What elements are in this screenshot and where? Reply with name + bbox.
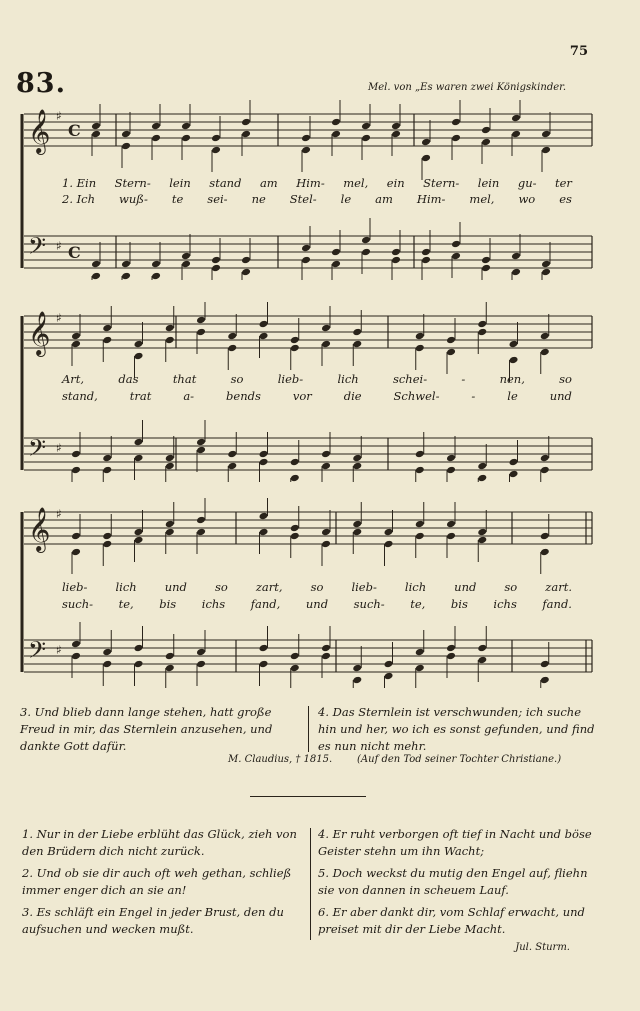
lyric-syllable: zart. [545, 580, 572, 594]
note-head [71, 332, 81, 341]
note-head [91, 272, 101, 280]
verse-3: 3. Und blieb dann lange stehen, hatt große Freud in mir, das Sternlein anzusehen, und dankte Gott dafür. [20, 705, 273, 753]
lyric-syllable: und [305, 597, 329, 611]
note-head [391, 256, 401, 265]
note-head [321, 462, 331, 471]
note-head [391, 130, 401, 139]
lyric-syllable: - [471, 389, 476, 403]
note-head [71, 340, 81, 349]
melody-note: Mel. von „Es waren zwei Königskinder. [367, 82, 566, 93]
lyric-syllable: wuß- [119, 192, 148, 206]
note-head [241, 268, 251, 277]
note-head [290, 524, 300, 533]
note-head [331, 118, 341, 127]
lyric-syllable: such- [353, 597, 385, 611]
note-head [451, 240, 461, 249]
lyric-syllable: mel, [343, 176, 369, 190]
lyric-syllable: lieb- [277, 372, 304, 386]
note-head [352, 462, 362, 471]
lyric-syllable: trat [129, 389, 152, 403]
note-head [241, 256, 251, 265]
note-head [102, 336, 112, 345]
note-head [151, 260, 161, 269]
note-head [541, 268, 551, 277]
treble-clef: 𝄞 [28, 311, 51, 355]
note-head [227, 450, 237, 459]
note-head [134, 352, 144, 361]
note-head [331, 130, 341, 139]
poem-verse-2: 2. Und ob sie dir auch oft weh gethan, schließ immer enger dich an sie an! [22, 866, 292, 897]
lyric-syllable: ein [386, 176, 405, 190]
note-head [227, 344, 237, 353]
note-head [290, 652, 300, 661]
note-head [321, 652, 331, 661]
lyric-syllable: wo [518, 192, 536, 206]
note-head [102, 660, 112, 669]
lyric-syllable: ichs [493, 597, 517, 611]
lyric-syllable: so [559, 372, 572, 386]
note-head [361, 134, 371, 143]
note-head [477, 328, 487, 337]
note-head [134, 454, 144, 463]
note-head [196, 660, 206, 669]
note-head [352, 664, 362, 673]
note-head [509, 470, 519, 479]
note-head [151, 122, 161, 131]
note-head [227, 332, 237, 341]
note-head [384, 672, 394, 681]
note-head [290, 532, 300, 541]
lyric-syllable: so [230, 372, 244, 386]
note-head [446, 336, 456, 345]
note-head [540, 660, 550, 669]
lyric-syllable: te, [118, 597, 134, 611]
note-head [301, 134, 311, 143]
note-head [121, 142, 131, 151]
lyric-syllable: te, [410, 597, 426, 611]
note-head [321, 450, 331, 459]
note-head [541, 130, 551, 139]
lyric-syllable: ne [251, 192, 266, 206]
note-head [477, 644, 487, 653]
note-head [509, 340, 519, 349]
poem-verse-1: 1. Nur in der Liebe erblüht das Glück, zieh von den Brüdern dich nicht zurück. [22, 827, 297, 858]
note-head [477, 656, 487, 665]
note-head [165, 664, 175, 673]
note-head [477, 474, 487, 482]
hymn-number: 83. [16, 68, 66, 99]
poem-verse-4: 4. Er ruht verborgen oft tief in Nacht und böse Geister stehn um ihn Wacht; [318, 827, 592, 858]
note-head [290, 336, 300, 345]
lyric-syllable: so [214, 580, 228, 594]
lyric-syllable: das [118, 372, 139, 386]
lyric-syllable: die [343, 389, 362, 403]
bass-staff [24, 434, 592, 470]
note-head [415, 664, 425, 673]
note-head [352, 340, 362, 349]
note-head [384, 660, 394, 669]
note-head [165, 528, 175, 537]
column-divider [308, 706, 309, 752]
note-head [481, 126, 491, 135]
poem-verse-6: 6. Er aber dankt dir, vom Schlaf erwacht, und preiset mit dir der Liebe Macht. [318, 905, 585, 936]
key-signature: ♯ [56, 311, 62, 325]
note-head [415, 532, 425, 541]
note-head [446, 348, 456, 357]
note-head [165, 324, 175, 333]
lyric-syllable: Him- [416, 192, 446, 206]
note-head [415, 344, 425, 353]
note-head [211, 146, 221, 155]
note-head [259, 528, 269, 537]
lyric-syllable: 2. Ich [62, 192, 96, 206]
note-head [451, 134, 461, 143]
note-head [196, 328, 206, 337]
lyric-syllable: such- [62, 597, 94, 611]
note-head [481, 138, 491, 147]
verse-4: 4. Das Sternlein ist verschwunden; ich suche hin und her, wo ich es sonst gefunden, und find es nun nicht mehr. [318, 705, 595, 753]
lyric-syllable: fand, [250, 597, 281, 611]
key-signature: ♯ [56, 109, 62, 123]
lyric-syllable: sei- [207, 192, 228, 206]
poem-verse-3: 3. Es schläft ein Engel in jeder Brust, den du aufsuchen und wecken mußt. [22, 905, 284, 936]
lyric-line-1 [62, 580, 572, 594]
note-head [352, 454, 362, 463]
note-head [321, 644, 331, 653]
note-head [446, 466, 456, 475]
note-head [321, 528, 331, 537]
lyric-line-2 [62, 597, 572, 611]
note-head [331, 260, 341, 269]
lyric-syllable: te [171, 192, 184, 206]
lyric-syllable: lein [477, 176, 500, 190]
note-head [415, 466, 425, 475]
note-head [477, 536, 487, 545]
note-head [384, 528, 394, 537]
note-head [165, 520, 175, 529]
lyric-syllable: und [549, 389, 572, 403]
note-head [540, 348, 550, 357]
lyric-syllable: fand. [542, 597, 572, 611]
note-head [259, 644, 269, 653]
note-head [509, 458, 519, 467]
note-head [415, 332, 425, 341]
note-head [540, 454, 550, 463]
note-head [102, 454, 112, 463]
note-head [446, 532, 456, 541]
note-head [259, 660, 269, 669]
note-head [102, 648, 112, 657]
music-system-1 [16, 100, 596, 280]
author-credit: M. Claudius, † 1815. [228, 754, 333, 765]
note-head [421, 154, 431, 163]
notes-layer [22, 100, 592, 280]
note-head [71, 548, 81, 557]
note-head [477, 462, 487, 471]
lyric-syllable: so [504, 580, 518, 594]
lyric-syllable: am [259, 176, 278, 190]
note-head [421, 248, 431, 257]
note-head [121, 260, 131, 269]
lyric-line-2 [62, 389, 572, 403]
note-head [71, 450, 81, 459]
note-head [540, 676, 550, 685]
lyric-syllable: lieb- [351, 580, 377, 594]
dedication-note: (Auf den Tod seiner Tochter Christiane.) [357, 754, 562, 765]
note-head [196, 438, 206, 447]
note-head [196, 516, 206, 525]
section-divider [250, 796, 366, 797]
poem-left-column [22, 826, 302, 938]
note-head [71, 532, 81, 541]
note-head [361, 122, 371, 131]
note-head [91, 122, 101, 131]
note-head [165, 462, 175, 471]
column-divider [310, 828, 311, 940]
lyric-syllable: that [172, 372, 197, 386]
lyric-syllable: Him- [296, 176, 325, 190]
note-head [509, 356, 519, 365]
note-head [91, 130, 101, 139]
note-head [321, 324, 331, 333]
note-head [241, 118, 251, 127]
lyric-syllable: bends [226, 389, 261, 403]
note-head [421, 256, 431, 265]
note-head [446, 652, 456, 661]
note-head [451, 118, 461, 127]
lyric-syllable: vor [292, 389, 312, 403]
lyric-syllable: bis [450, 597, 468, 611]
note-head [421, 138, 431, 147]
time-signature: C [68, 121, 81, 140]
note-head [290, 458, 300, 467]
poem-author: Jul. Sturm. [515, 942, 570, 953]
lyric-syllable: a- [183, 389, 195, 403]
note-head [511, 130, 521, 139]
note-head [352, 528, 362, 537]
note-head [446, 644, 456, 653]
lyric-syllable: 1. Ein [62, 176, 97, 190]
note-head [211, 256, 221, 265]
lyric-line-2 [62, 192, 572, 206]
note-head [540, 332, 550, 341]
note-head [477, 320, 487, 329]
note-head [102, 466, 112, 475]
key-signature: ♯ [56, 239, 62, 253]
lyric-syllable: le [340, 192, 352, 206]
lyric-syllable: lein [169, 176, 191, 190]
note-head [331, 248, 341, 257]
note-head [321, 540, 331, 549]
note-head [352, 520, 362, 529]
note-head [511, 114, 521, 123]
note-head [301, 146, 311, 155]
note-head [151, 134, 161, 143]
note-head [361, 248, 371, 257]
lyric-syllable: stand, [62, 389, 98, 403]
treble-staff [24, 311, 592, 357]
note-head [259, 512, 269, 521]
note-head [511, 268, 521, 277]
note-head [540, 548, 550, 557]
note-head [541, 146, 551, 155]
note-head [481, 264, 491, 273]
lyric-syllable: stand [209, 176, 242, 190]
note-head [196, 316, 206, 325]
note-head [290, 344, 300, 353]
note-head [181, 260, 191, 269]
lyric-line-1 [62, 176, 572, 190]
note-head [290, 664, 300, 673]
lyric-syllable: Schwel- [393, 389, 440, 403]
note-head [102, 324, 112, 333]
note-head [134, 528, 144, 537]
note-head [134, 644, 144, 653]
note-head [511, 252, 521, 261]
note-head [259, 320, 269, 329]
lyric-syllable: schei- [392, 372, 428, 386]
note-head [415, 520, 425, 529]
lyric-syllable: gu- [517, 176, 537, 190]
lyric-syllable: lieb- [62, 580, 88, 594]
note-head [540, 466, 550, 475]
lyric-syllable: Stel- [289, 192, 317, 206]
bass-clef: 𝄢 [28, 232, 47, 265]
lyric-syllable: lich [115, 580, 137, 594]
note-head [102, 532, 112, 541]
treble-clef: 𝄞 [28, 507, 51, 551]
note-head [540, 532, 550, 541]
note-head [352, 328, 362, 337]
note-head [211, 264, 221, 273]
note-head [196, 648, 206, 657]
lyric-syllable: ichs [201, 597, 226, 611]
note-head [391, 248, 401, 257]
lyric-syllable: es [559, 192, 572, 206]
note-head [352, 676, 362, 685]
note-head [384, 540, 394, 549]
note-head [446, 520, 456, 529]
note-head [301, 244, 311, 253]
lyric-syllable: bis [159, 597, 177, 611]
note-head [290, 474, 300, 482]
note-head [259, 332, 269, 341]
bass-clef: 𝄢 [28, 636, 47, 669]
note-head [134, 536, 144, 545]
note-head [181, 122, 191, 131]
lyric-syllable: ter [555, 176, 572, 190]
note-head [361, 236, 371, 245]
note-head [165, 652, 175, 661]
note-head [321, 340, 331, 349]
time-signature: C [68, 243, 81, 262]
note-head [165, 454, 175, 463]
bass-clef: 𝄢 [28, 434, 47, 467]
lyric-syllable: le [507, 389, 518, 403]
lyric-syllable: nen, [499, 372, 525, 386]
note-head [541, 260, 551, 269]
note-head [71, 652, 81, 661]
lyric-syllable: am [375, 192, 393, 206]
note-head [134, 660, 144, 669]
note-head [102, 540, 112, 549]
note-head [71, 640, 81, 649]
note-head [451, 252, 461, 261]
poem-verse-5: 5. Doch weckst du mutig den Engel auf, fliehn sie von dannen in scheuem Lauf. [318, 866, 588, 897]
note-head [196, 446, 206, 455]
note-head [241, 130, 251, 139]
lyric-syllable: Stern- [423, 176, 460, 190]
note-head [91, 260, 101, 269]
note-head [71, 466, 81, 475]
note-head [165, 336, 175, 345]
lyric-syllable: zart, [255, 580, 283, 594]
key-signature: ♯ [56, 643, 62, 657]
note-head [134, 438, 144, 447]
lyric-syllable: und [164, 580, 187, 594]
key-signature: ♯ [56, 441, 62, 455]
lyric-syllable: und [454, 580, 477, 594]
note-head [151, 272, 161, 280]
note-head [181, 252, 191, 261]
note-head [481, 256, 491, 265]
lyric-syllable: mel, [469, 192, 495, 206]
lyric-line-1 [62, 372, 572, 386]
poem-right-column [318, 826, 600, 938]
note-head [259, 450, 269, 459]
note-head [134, 340, 144, 349]
lyric-syllable: lich [404, 580, 427, 594]
note-head [415, 648, 425, 657]
note-head [211, 134, 221, 143]
note-head [259, 458, 269, 467]
lyric-syllable: Art, [62, 372, 85, 386]
note-head [196, 528, 206, 537]
note-head [415, 450, 425, 459]
lyric-syllable: lich [337, 372, 359, 386]
note-head [121, 130, 131, 139]
note-head [227, 462, 237, 471]
note-head [301, 256, 311, 265]
note-head [121, 272, 131, 280]
treble-clef: 𝄞 [28, 109, 51, 153]
page-number: 75 [569, 44, 588, 59]
note-head [477, 528, 487, 537]
key-signature: ♯ [56, 507, 62, 521]
note-head [181, 134, 191, 143]
note-head [446, 454, 456, 463]
lyric-syllable: so [310, 580, 324, 594]
note-head [391, 122, 401, 131]
lyric-syllable: - [461, 372, 466, 386]
lyric-syllable: Stern- [114, 176, 151, 190]
